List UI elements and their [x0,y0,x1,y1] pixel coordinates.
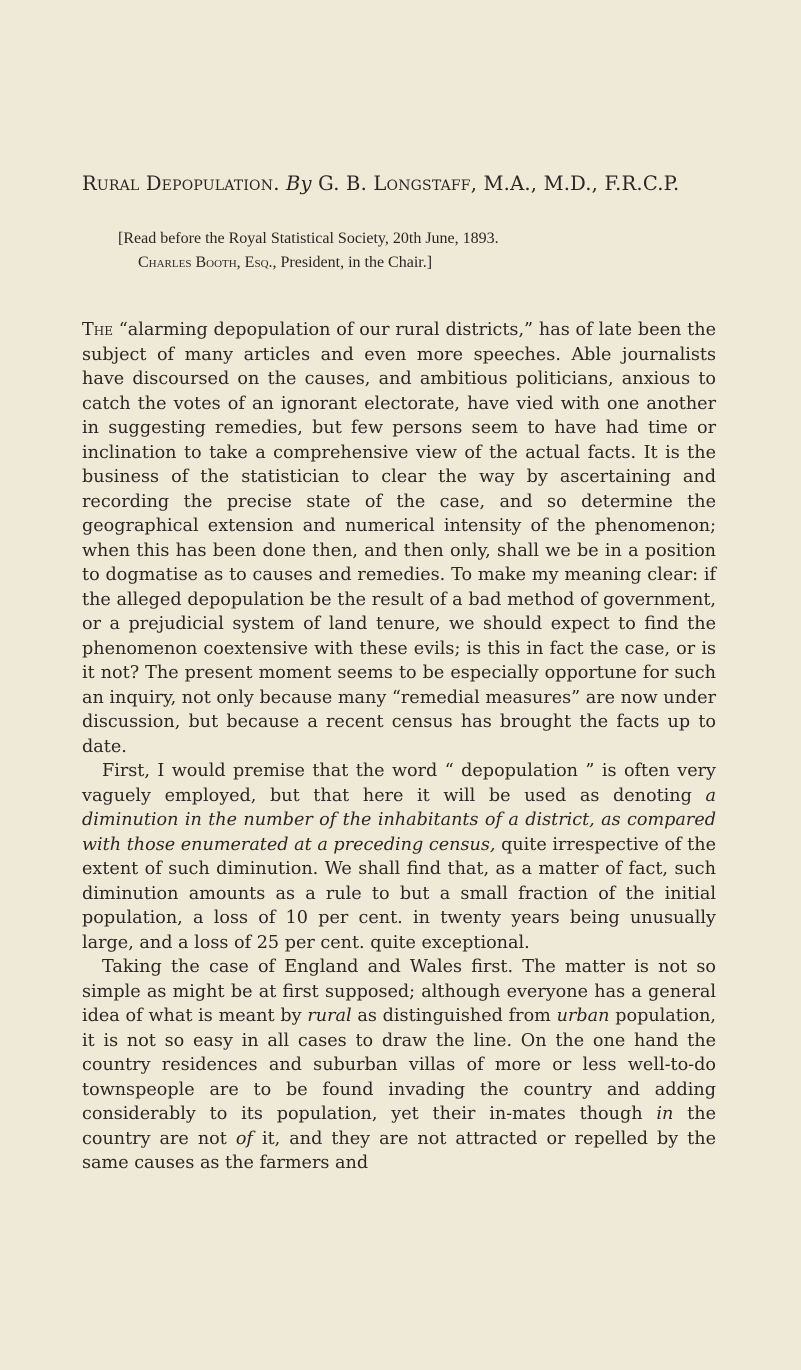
title-author: G. B. Longstaff, M.A., M.D., F.R.C.P. [318,172,680,195]
reading-note-line-1: [Read before the Royal Statistical Society, 20th June, 1893. [118,230,499,247]
reading-note [118,227,758,275]
paragraph-3 [82,955,716,1176]
paragraph-1-lead: The [82,320,113,340]
title-by: By [286,172,312,195]
paragraph-3-part-d: the country are not [82,1104,716,1149]
paragraph-1-text: “alarming depopulation of our rural districts,” has of late been the subject of many articles and even more speeches. Able journalists have discoursed on the causes, and ambitious politicians, anxious to catch the votes of an ignorant electorate, have vied with one another in suggesting remedies, but few persons seem to have had time or inclination to take a comprehensive view of the actual facts. It is the business of the statistician to clear the way by ascertaining and recording the precise state of the case, and so determine the geographical extension and numerical intensity of the phenomenon; when this has been done then, and then only, shall we be in a position to dogmatise as to causes and remedies. To make my meaning clear: if the alleged depopulation be the result of a bad method of government, or a prejudicial system of land tenure, we should expect to find the phenomenon coextensive with these evils; is this in fact the case, or is it not? The present moment seems to be especially opportune for such an inquiry, not only because many “remedial measures” are now under discussion, but because a recent census has brought the facts up to date. [82,320,716,757]
president-name: Charles Booth, Esq. [138,254,273,271]
reading-note-line-2 [118,251,758,275]
paragraph-1 [82,318,716,759]
paragraph-2-after: quite irrespective of the extent of such diminution. We shall find that, as a matter of fact, such diminution amounts as a rule to but a small fraction of the initial population, a loss of 10 per cent. in twenty years being unusually large, and a loss of 25 per cent. quite exceptional. [82,834,716,953]
paragraph-3-part-a: Taking the case of England and Wales first. The matter is not so simple as might be at first supposed; although everyone has a general idea of what is meant by [82,957,716,1026]
article-body [82,318,716,1176]
paragraph-3-part-b: as distinguished from [351,1006,557,1026]
title-topic: Rural Depopulation. [82,172,280,195]
paragraph-3-rural: rural [307,1006,352,1026]
article-title [82,172,782,196]
paragraph-3-part-c: population, it is not so easy in all cases to draw the line. On the one hand the country residences and suburban villas of more or less well-to-do townspeople are to be found invading the country and adding considerably to its population, yet their in-mates though [82,1006,717,1124]
paragraph-2 [82,759,716,955]
paragraph-3-urban: urban [556,1006,610,1026]
paragraph-2-before: First, I would premise that the word “ depopulation ” is often very vaguely employed, but that here it will be used as denoting [82,761,716,806]
paragraph-3-part-e: it, and they are not attracted or repelled by the same causes as the farmers and [82,1128,716,1173]
reading-note-line-2-rest: , President, in the Chair.] [272,254,433,271]
paragraph-3-of: of [235,1128,253,1149]
paragraph-3-in: in [656,1104,674,1124]
paragraph-2-definition: a diminution in the number of the inhabitants of a district, as compared with those enumerated at a preceding census, [82,785,716,855]
